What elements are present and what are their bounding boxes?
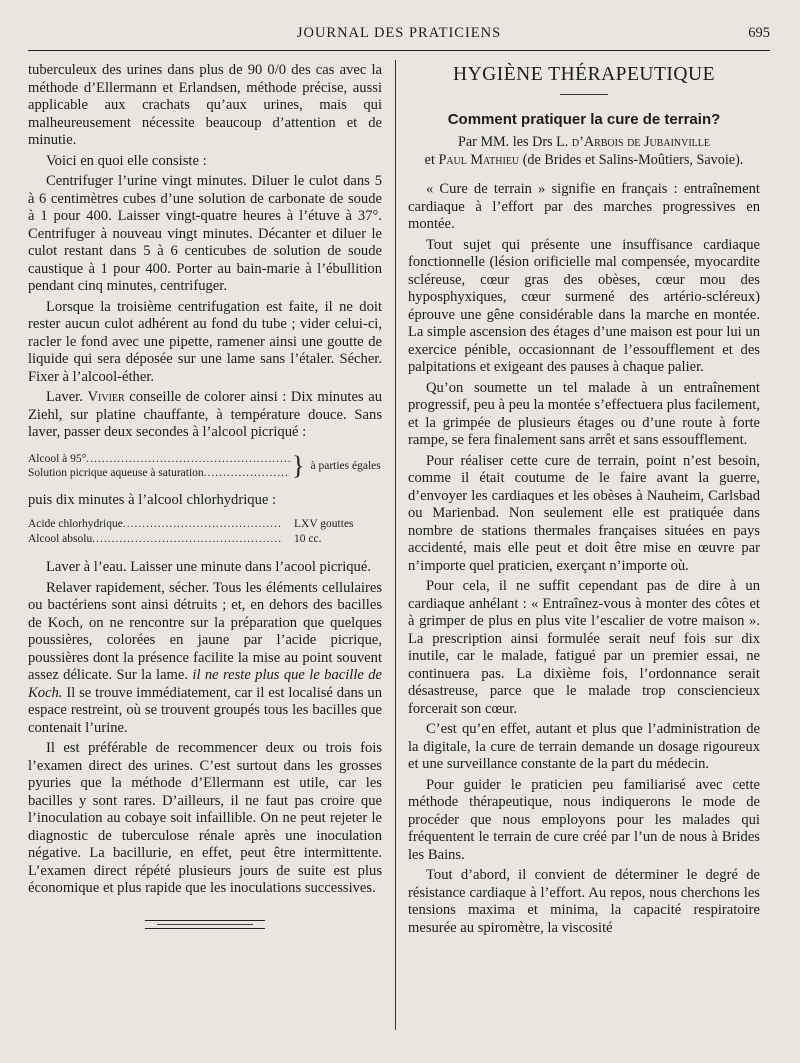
formula-line: Solution picrique aqueuse à saturation <box>28 466 204 479</box>
paragraph: Tout sujet qui présente une insuffisance cardiaque fonctionnelle (lésion orificielle mal compensée, myocardite scléreuse, cœur gras des obèses, cœur mou des hyposphyxiques, cœur surmené des artério-scléreux) éprouve une gêne considérable dans la marche en montée. La simple ascension des étages d’une maison est pour lui un exercice pénible, occasionnant de l’essoufflement et des palpitations et exigeant des pauses à chaque palier. <box>408 236 760 375</box>
paragraph: Qu’on soumette un tel malade à un entraînement progressif, peu à peu la montée s’effectuera plus facilement, et la grimpée de plusieurs étages ou d’une route à forte rampe, se fera finalement sans arrêt et sans essoufflement. <box>408 379 760 448</box>
formula-line: Alcool à 95° <box>28 452 87 465</box>
paragraph: Centrifuger l’urine vingt minutes. Diluer le culot dans 5 à 6 centimètres cubes d’une solution de carbonate de soude à 1 pour 400. Laisser vingt-quatre heures à l’étuve à 37°. Centrifuger à nouveau vingt minutes. Décanter et diluer le culot restant dans 5 à 6 centicubes de solution de soude caustique à 1 pour 400. Porter au bain-marie à l’ébullition pendant cinq minutes, centrifuger. <box>28 173 382 294</box>
paragraph: Pour guider le praticien peu familiarisé avec cette méthode thérapeutique, nous indiquerons le mode de procéder que nous employons pour les malades qui fréquentent le terrain de cure créé par l’un de nous à Brides les Bains. <box>408 776 760 863</box>
recipe-row <box>28 532 382 547</box>
authors-text: (de Brides et Salins-Moûtiers, Savoie). <box>519 151 744 168</box>
recipe-label: Alcool absolu <box>28 533 93 545</box>
section-title: HYGIÈNE THÉRAPEUTIQUE <box>453 64 715 85</box>
paragraph: Pour réaliser cette cure de terrain, point n’est besoin, comme il était coutume de le faire avant la guerre, d’envoyer les cardiaques et les obèses à Nauheim, Carlsbad ou Marienbad. Non seulement elle est pratiquée dans nombre de stations thermales françaises situées en pays accidenté, mais elle peut et doit être mise en œuvre par n’importe quel praticien, exerçant n’importe où. <box>408 452 760 574</box>
recipe-label: Acide chlorhydrique <box>28 518 123 530</box>
paragraph: Lorsque la troisième centrifugation est faite, il ne doit rester aucun culot adhérent au fond du tube ; vider celui-ci, racler le fond avec une pipette, ramener ainsi une goutte de liquide qui sera déposée sur une lame sans l’étaler. Sécher. Fixer à l’alcool-éther. <box>28 298 382 385</box>
page-header <box>28 22 770 46</box>
column-divider <box>395 60 396 1030</box>
recipe-quantity: LXV gouttes <box>294 518 354 530</box>
section-rule <box>560 94 608 95</box>
author-name: Paul Mathieu <box>438 151 520 168</box>
header-rule <box>28 50 770 51</box>
left-column <box>28 62 382 932</box>
article-title: Comment pratiquer la cure de terrain? <box>447 110 721 128</box>
journal-title: JOURNAL DES PRATICIENS <box>296 25 502 41</box>
author-name: Vivier <box>87 389 125 405</box>
stain-formula <box>28 452 382 480</box>
text-span: conseille de colorer ainsi : Dix minutes au Ziehl, sur platine chauffante, à température douce. Sans laver, passer deux secondes à l’alcool picriqué : <box>28 389 382 440</box>
paragraph: Tout d’abord, il convient de déterminer le degré de résistance cardiaque à l’effort. Au repos, nous cherchons les tensions maxima et minima, la capacité respiratoire mesurée au spiromètre, la viscosité <box>408 867 760 936</box>
recipe-quantity: 10 cc. <box>294 533 322 545</box>
formula-note: à parties égales <box>310 459 381 472</box>
paragraph: Il est préférable de recommencer deux ou trois fois l’examen direct des urines. C’est surtout dans les grosses pyuries que la méthode d’Ellermann est utile, car les bacilles y sont rares. D’ailleurs, il ne faut pas croire que l’inoculation au cobaye soit infaillible. On ne peut rejeter le diagnostic de tuberculose rénale après une inoculation négative. La bacillurie, en effet, peut être intermittente. L’examen direct répété plusieurs jours de suite est plus économique et plus rapide que les inoculations successives. <box>28 740 382 896</box>
paragraph <box>28 389 382 442</box>
recipe-list <box>28 517 382 547</box>
emphasis: il ne reste plus que le bacille de Koch. <box>28 667 382 701</box>
text-span: Laver. <box>46 389 88 405</box>
brace-symbol: } <box>292 450 305 480</box>
paragraph: puis dix minutes à l’alcool chlorhydrique : <box>28 491 277 508</box>
page-number: 695 <box>748 25 770 41</box>
paragraph: Pour cela, il ne suffit cependant pas de dire à un cardiaque anhélant : « Entraînez-vous à monter des côtes et à grimper de plus en plus vite l’escalier de votre maison ». La prescription ainsi formulée serait neuf fois sur dix inutile, car le malade, fatigué par un premier essai, ne continuera pas. La dixième fois, l’ordonnance serait désastreuse, parce que le malade trop consciencieux forcerait son cœur. <box>408 578 760 717</box>
text-span: Il se trouve immédiatement, car il est localisé dans un espace restreint, où se trouvent groupés tous les bacilles que contenait l’urine. <box>28 684 382 736</box>
authors <box>408 134 760 169</box>
paragraph: « Cure de terrain » signifie en français : entraînement cardiaque à l’effort par des marches progressives en montée. <box>408 181 760 232</box>
paragraph <box>28 580 382 738</box>
recipe-row <box>28 517 382 532</box>
end-ornament <box>145 920 265 929</box>
paragraph: Voici en quoi elle consiste : <box>46 152 207 169</box>
right-column <box>408 62 760 940</box>
paragraph: tuberculeux des urines dans plus de 90 0/0 des cas avec la méthode d’Ellermann et Erlandsen, méthode précise, aussi applicable aux crachats qu’aux urines, mais qui malheureusement nécessite beaucoup d’attention et de minutie. <box>28 62 382 148</box>
authors-text: et <box>424 151 439 168</box>
paragraph: Laver à l’eau. Laisser une minute dans l’acool picriqué. <box>46 559 371 575</box>
authors-text: Par MM. les Drs L. <box>457 134 572 150</box>
paragraph: C’est qu’en effet, autant et plus que l’administration de la digitale, la cure de terrain demande un dosage rigoureux et une surveillance constante de la part du médecin. <box>408 721 760 772</box>
author-name: d’Arbois de Jubainville <box>571 134 711 150</box>
text-span: Relaver rapidement, sécher. Tous les éléments cellulaires ou bactériens sont ainsi détruits ; et, en dehors des bacilles de Koch, on ne rencontre sur la préparation que quelques poussières, colorées en jaune par l’acide picrique, poussières dont la présence facilite la mise au point souvent assez délicate. Sur la lame. <box>28 579 382 683</box>
